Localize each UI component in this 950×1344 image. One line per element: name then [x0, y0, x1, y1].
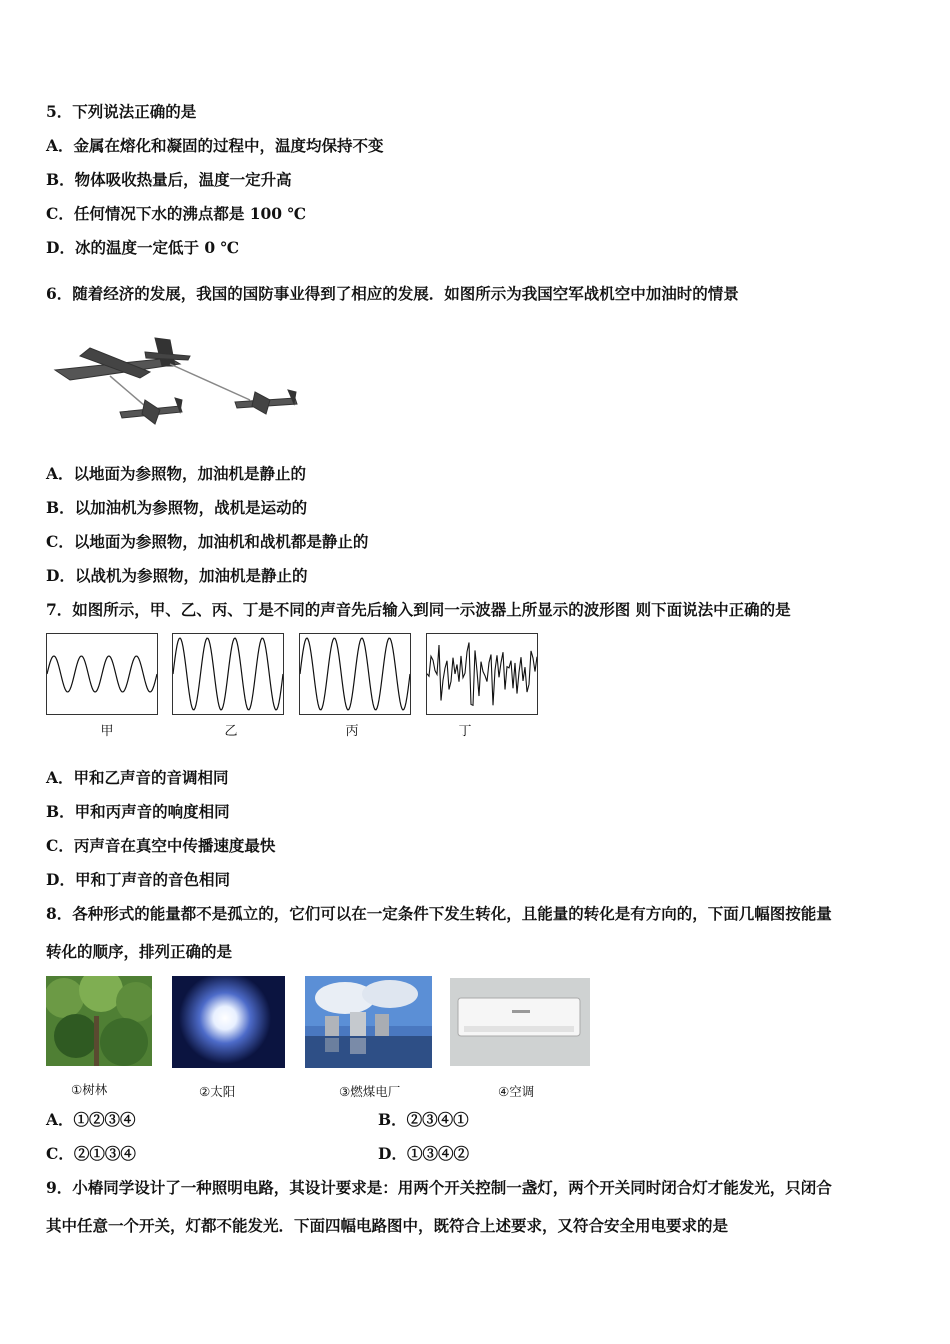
- aerial-refueling-image: [50, 328, 310, 436]
- q6-stem: 6．随着经济的发展，我国的国防事业得到了相应的发展．如图所示为我国空军战机空中加油时的情景: [46, 284, 739, 303]
- air-conditioner-image: [450, 978, 590, 1066]
- waveform-label-bing: 丙: [345, 724, 359, 739]
- power-plant-image: [305, 976, 432, 1068]
- q5-option-d: D．冰的温度一定低于 0 ℃: [46, 238, 240, 257]
- q6-option-b: B．以加油机为参照物，战机是运动的: [46, 498, 308, 517]
- q5-option-c: C．任何情况下水的沸点都是 100 ℃: [46, 204, 307, 223]
- q8-stem-line1: 8．各种形式的能量都不是孤立的，它们可以在一定条件下发生转化，且能量的转化是有方向的，下面几幅图按能量: [46, 904, 832, 923]
- pic-label-air-conditioner: ④空调: [498, 1084, 535, 1099]
- waveform-yi: [172, 633, 284, 715]
- q9-stem-line2: 其中任意一个开关，灯都不能发光．下面四幅电路图中，既符合上述要求，又符合安全用电要求的是: [46, 1216, 729, 1235]
- pic-label-forest: ①树林: [71, 1082, 108, 1097]
- pic-label-power-plant: ③燃煤电厂: [339, 1084, 401, 1099]
- q7-option-c: C．丙声音在真空中传播速度最快: [46, 836, 276, 855]
- sun-image: [172, 976, 285, 1068]
- q5-option-a: A．金属在熔化和凝固的过程中，温度均保持不变: [46, 136, 384, 155]
- q8-option-b: B．②③④①: [378, 1110, 469, 1129]
- q6-option-d: D．以战机为参照物，加油机是静止的: [46, 566, 308, 585]
- q9-stem-line1: 9．小椿同学设计了一种照明电路，其设计要求是：用两个开关控制一盏灯，两个开关同时闭合灯才能发光，只闭合: [46, 1178, 832, 1197]
- q8-option-c: C．②①③④: [46, 1144, 136, 1163]
- q6-option-a: A．以地面为参照物，加油机是静止的: [46, 464, 307, 483]
- waveform-label-yi: 乙: [224, 724, 238, 739]
- pic-label-sun: ②太阳: [199, 1084, 236, 1099]
- waveform-label-ding: 丁: [458, 724, 472, 739]
- q7-option-d: D．甲和丁声音的音色相同: [46, 870, 230, 889]
- waveform-jia: [46, 633, 158, 715]
- forest-image: [46, 976, 152, 1066]
- q7-stem: 7．如图所示，甲、乙、丙、丁是不同的声音先后输入到同一示波器上所显示的波形图 则下面说法中正确的是: [46, 600, 791, 619]
- q7-option-b: B．甲和丙声音的响度相同: [46, 802, 230, 821]
- q6-option-c: C．以地面为参照物，加油机和战机都是静止的: [46, 532, 369, 551]
- q8-stem-line2: 转化的顺序，排列正确的是: [46, 942, 233, 961]
- q5-stem: 5．下列说法正确的是: [46, 102, 197, 121]
- waveform-label-jia: 甲: [100, 724, 114, 739]
- q7-option-a: A．甲和乙声音的音调相同: [46, 768, 229, 787]
- q5-option-b: B．物体吸收热量后，温度一定升高: [46, 170, 292, 189]
- waveform-bing: [299, 633, 411, 715]
- q8-option-d: D．①③④②: [378, 1144, 469, 1163]
- q8-option-a: A．①②③④: [46, 1110, 136, 1129]
- waveform-ding: [426, 633, 538, 715]
